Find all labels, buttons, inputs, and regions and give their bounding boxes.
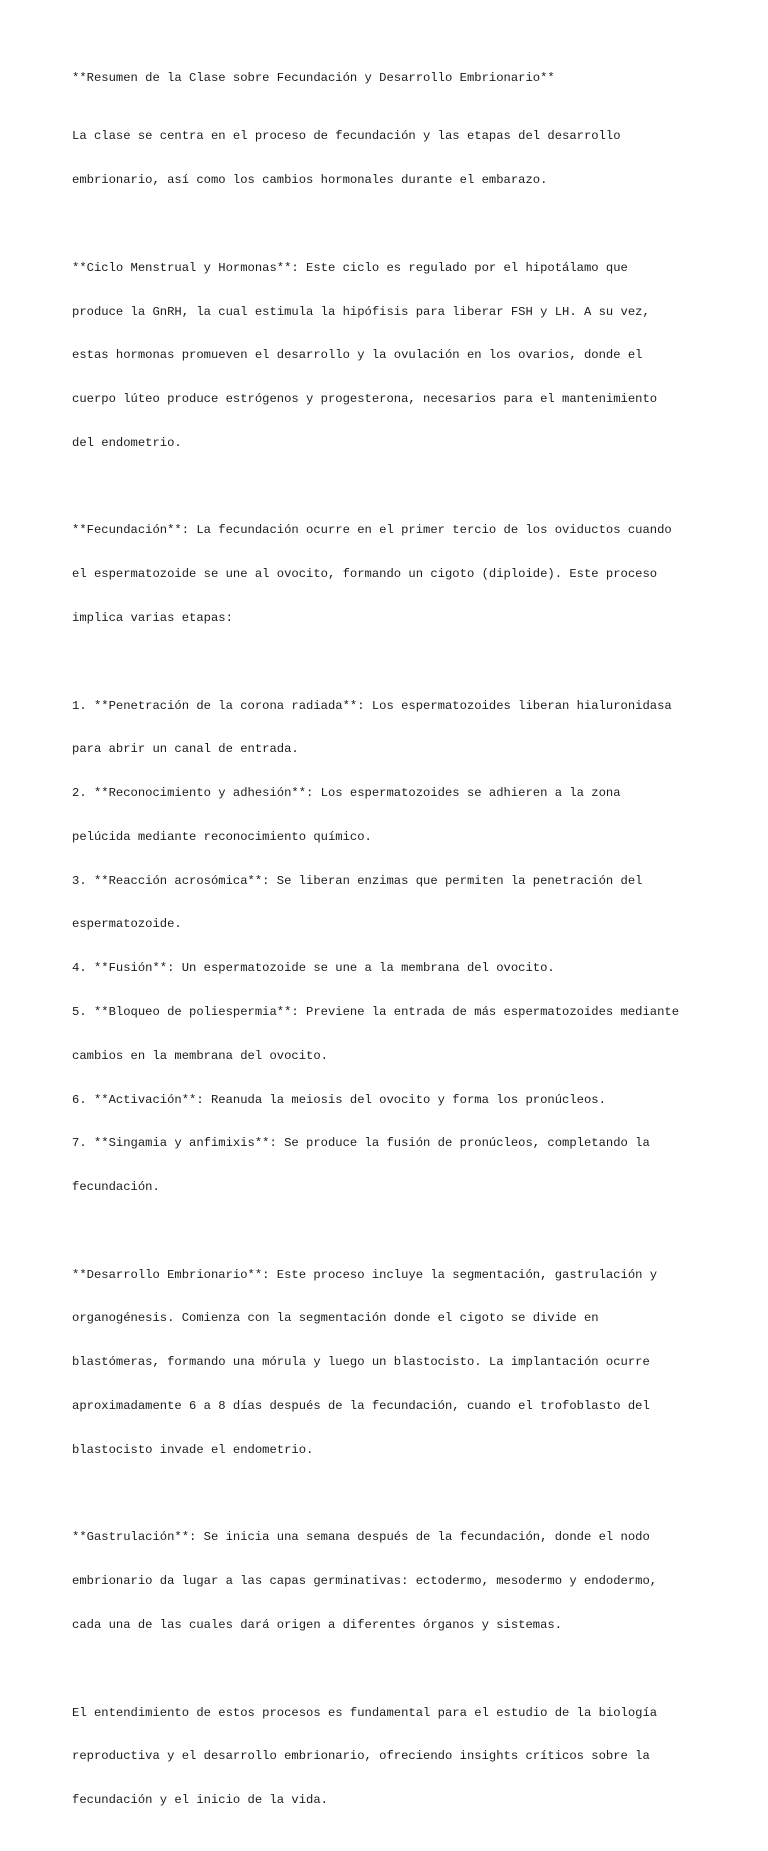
list-item: 3. **Reacción acrosómica**: Se liberan enzimas que permiten la penetración del [72, 873, 643, 888]
paragraph-gastrulacion [72, 1501, 712, 1662]
paragraph-conclusion [72, 1676, 712, 1837]
list-item: 6. **Activación**: Reanuda la meiosis del ovocito y forma los pronúcleos. [72, 1092, 606, 1107]
list-item: 4. **Fusión**: Un espermatozoide se une a la membrana del ovocito. [72, 961, 555, 976]
list-item: espermatozoide. [72, 917, 182, 932]
text-line: embrionario da lugar a las capas germinativas: ectodermo, mesodermo y endodermo, [72, 1574, 658, 1589]
list-item: para abrir un canal de entrada. [72, 742, 299, 757]
paragraph-intro [72, 100, 712, 217]
paragraph-fecundacion [72, 494, 712, 655]
text-line: cuerpo lúteo produce estrógenos y progesterona, necesarios para el mantenimiento [72, 392, 658, 407]
text-line: estas hormonas promueven el desarrollo y la ovulación en los ovarios, donde el [72, 348, 643, 363]
list-item: 1. **Penetración de la corona radiada**: Los espermatozoides liberan hialuronidasa [72, 698, 672, 713]
list-item: 7. **Singamia y anfimixis**: Se produce la fusión de pronúcleos, completando la [72, 1136, 650, 1151]
paragraph-desarrollo-embrionario [72, 1239, 712, 1487]
text-line: implica varias etapas: [72, 610, 233, 625]
text-line: **Desarrollo Embrionario**: Este proceso incluye la segmentación, gastrulación y [72, 1267, 658, 1282]
text-line: produce la GnRH, la cual estimula la hipófisis para liberar FSH y LH. A su vez, [72, 304, 650, 319]
text-line: del endometrio. [72, 435, 182, 450]
list-item: cambios en la membrana del ovocito. [72, 1048, 328, 1063]
document-title: **Resumen de la Clase sobre Fecundación y Desarrollo Embrionario** [72, 71, 555, 85]
document-page [72, 71, 712, 1851]
list-etapas [72, 669, 712, 1224]
text-line: blastocisto invade el endometrio. [72, 1442, 314, 1457]
list-item: 2. **Reconocimiento y adhesión**: Los espermatozoides se adhieren a la zona [72, 786, 621, 801]
list-item: fecundación. [72, 1180, 160, 1195]
text-line: **Fecundación**: La fecundación ocurre en el primer tercio de los oviductos cuando [72, 523, 672, 538]
text-line: blastómeras, formando una mórula y luego un blastocisto. La implantación ocurre [72, 1355, 650, 1370]
text-line: aproximadamente 6 a 8 días después de la fecundación, cuando el trofoblasto del [72, 1399, 650, 1414]
text-line: fecundación y el inicio de la vida. [72, 1793, 328, 1808]
text-line: cada una de las cuales dará origen a diferentes órganos y sistemas. [72, 1617, 563, 1632]
list-item: 5. **Bloqueo de poliespermia**: Previene la entrada de más espermatozoides mediante [72, 1005, 680, 1019]
list-item: pelúcida mediante reconocimiento químico. [72, 829, 372, 844]
text-line: El entendimiento de estos procesos es fundamental para el estudio de la biología [72, 1705, 658, 1720]
paragraph-ciclo-menstrual [72, 232, 712, 480]
text-line: La clase se centra en el proceso de fecundación y las etapas del desarrollo [72, 129, 621, 144]
text-line: **Ciclo Menstrual y Hormonas**: Este ciclo es regulado por el hipotálamo que [72, 260, 628, 275]
text-line: el espermatozoide se une al ovocito, formando un cigoto (diploide). Este proceso [72, 567, 658, 582]
text-line: reproductiva y el desarrollo embrionario, ofreciendo insights críticos sobre la [72, 1749, 650, 1764]
text-line: **Gastrulación**: Se inicia una semana después de la fecundación, donde el nodo [72, 1530, 650, 1545]
text-line: embrionario, así como los cambios hormonales durante el embarazo. [72, 173, 548, 188]
text-line: organogénesis. Comienza con la segmentación donde el cigoto se divide en [72, 1311, 599, 1326]
